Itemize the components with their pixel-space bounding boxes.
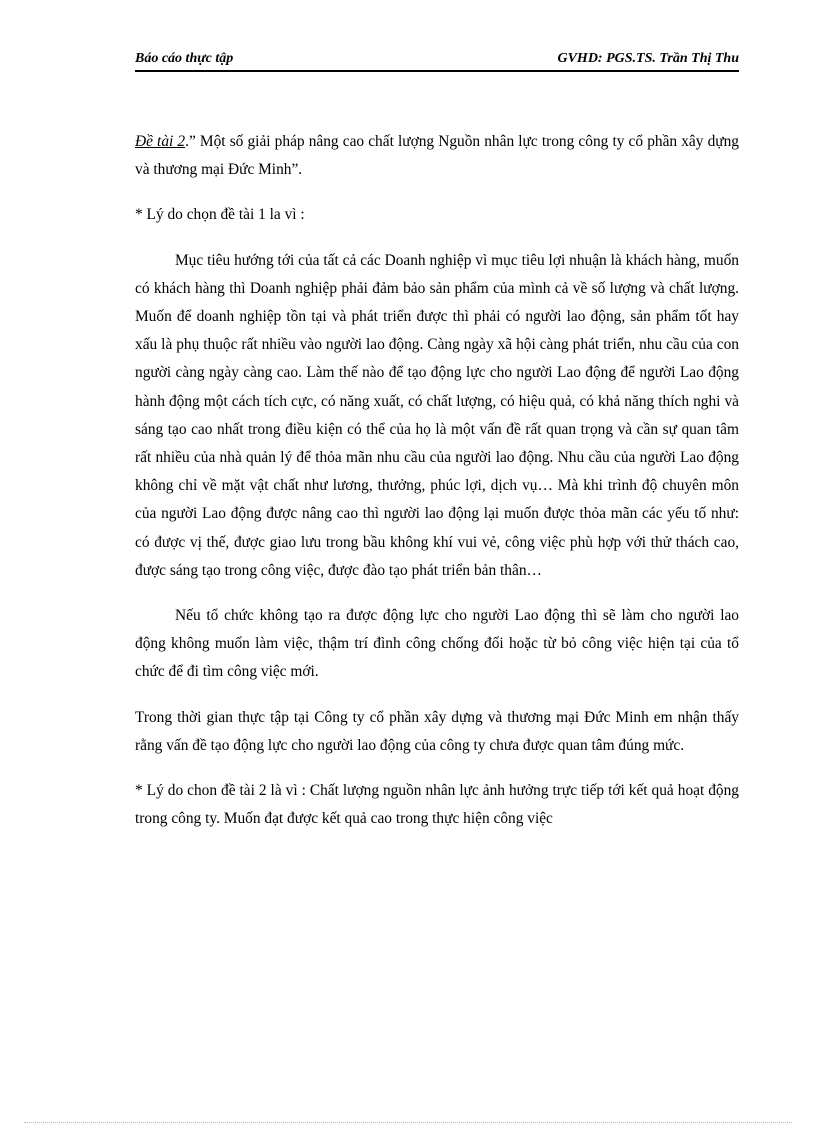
body-paragraph: Trong thời gian thực tập tại Công ty cổ phần xây dựng và thương mại Đức Minh em nhận thấy rằng vấn đề tạo động lực cho người lao động của công ty chưa được quan tâm đúng mức. (135, 708, 739, 754)
topic-title: .” Một số giải pháp nâng cao chất lượng Nguồn nhân lực trong công ty cổ phần xây dựng và thương mại Đức Minh”. (135, 133, 739, 179)
topic-label: Đề tài 2 (135, 133, 186, 150)
reason-2-paragraph: * Lý do chon đề tài 2 là vì : Chất lượng nguồn nhân lực ảnh hưởng trực tiếp tới kết quả hoạt động trong công ty. Muốn đạt được kết quả cao trong thực hiện công việc (135, 782, 739, 828)
body-paragraph: Nếu tổ chức không tạo ra được động lực cho người Lao động thì sẽ làm cho người lao động không muốn làm việc, thậm trí đình công chống đối hoặc từ bỏ công việc hiện tại của tổ chức để đi tìm công việc mới. (135, 607, 739, 681)
header-report-title: Báo cáo thực tập (135, 51, 234, 66)
body-paragraph: Mục tiêu hướng tới của tất cả các Doanh nghiệp vì mục tiêu lợi nhuận là khách hàng, muốn có khách hàng thì Doanh nghiệp phải đảm bảo sản phẩm của mình cả về số lượng và chất lượng. Muốn để doanh nghiệp tồn tại và phát triển được thì phải có người lao động, sản phẩm tốt hay xấu là phụ thuộc rất nhiều vào người lao động. Càng ngày xã hội càng phát triển, nhu cầu của con người càng ngày càng cao. Làm thế nào để tạo động lực cho người Lao động để người Lao động hành động một cách tích cực, có năng xuất, có chất lượng, có hiệu quả, có khả năng thích nghi và sáng tạo cao nhất trong điều kiện có thể của họ là một vấn đề rất quan trọng và cần sự quan tâm rất nhiều của nhà quản lý để thỏa mãn nhu cầu của người lao động. Nhu cầu của người Lao động không chỉ về mặt vật chất như lương, thưởng, phúc lợi, dịch vụ… Mà khi trình độ chuyên môn của người Lao động được nâng cao thì người lao động lại muốn được thỏa mãn các yếu tố như: có được vị thế, được giao lưu trong bầu không khí vui vẻ, công việc phù hợp với thử thách cao, được sáng tạo trong công việc, được đào tạo phát triển bản thân… (135, 251, 739, 579)
topic-paragraph (135, 128, 739, 184)
reason-1-heading: * Lý do chọn đề tài 1 la vì : (135, 206, 305, 224)
document-body (135, 128, 739, 850)
page-header (135, 50, 739, 72)
header-supervisor: GVHD: PGS.TS. Trần Thị Thu (557, 51, 739, 66)
